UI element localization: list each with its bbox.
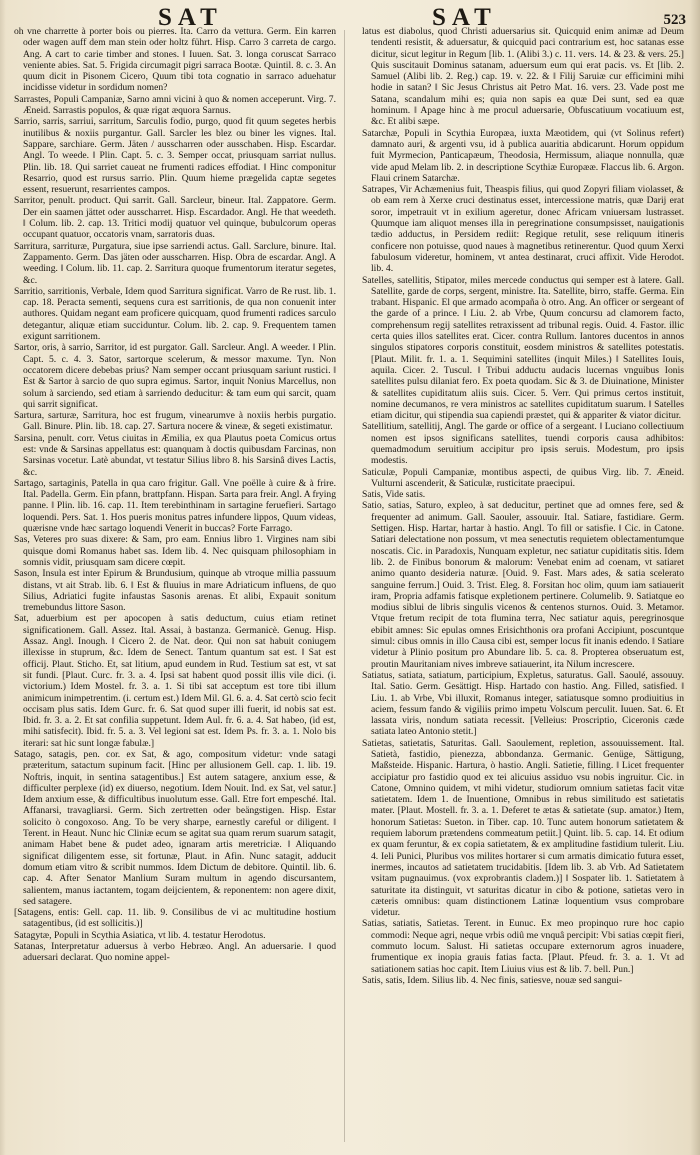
- left-column: [14, 26, 336, 1148]
- dictionary-entry: Satanas, Interpretatur aduersus à verbo Hebræo. Angl. An aduersarie. ‖ quod aduersari declarat. Quo nomine appel-: [14, 941, 336, 964]
- page-edge-shadow: [0, 0, 6, 1155]
- dictionary-entry: Satias, satiatis, Satietas. Terent. in Eunuc. Ex meo propinquo rure hoc capio commodi: Neque agri, neque vrbis odiû me vnquâ percipit: Vbi satias cœpit fieri, commuto locum. Salust. Hi satietas occupare externorum agros inuadere, frumentique ex inopia grauis fatias facta. [Plaut. Pfeud. fr. 3. a. 1. Vt ad satiationem satias hoc capit. Item Liuius vius est & lib. 7. bell. Pun.]: [362, 918, 684, 975]
- page-number: 523: [663, 12, 686, 28]
- dictionary-entry: Satis, Vide satis.: [362, 489, 426, 501]
- right-column: [362, 26, 684, 1148]
- dictionary-entry: Satiatus, satiata, satiatum, participium, Expletus, saturatus. Gall. Saoulé, assouuy. Ital. Satio. Germ. Gesättigt. Hisp. Hartado con hastio. Ang. Filled, satisfied. ‖ Liu. 1. ab Vrbe, Vbi illuxit, Romanus integer, satiatusque somno prodiuitius in aciem, fessum fando & vigiliis primo impetu Volscum perculit. Iuuen. Sat. 6. Et lassata viris, nondum satiata recessit. [Velleius: Proscriptio, Ciceronis cæde satiata lateo Antonio stetit.]: [362, 669, 684, 738]
- dictionary-entry: Sas, Veteres pro suas dixere: & Sam, pro eam. Ennius libro 1. Virgines nam sibi quisque domi Romanus habet sas. Idem lib. 4. Nec quisquam philosophiam in somnis vidit, priusquam sam dicere cœpit.: [14, 534, 336, 568]
- dictionary-entry: Satago, satagis, pen. cor. ex Sat, & ago, compositum videtur: vnde satagi præteritum, satactum supinum facit. [Hinc per allusionem Gell. cap. 1. lib. 19. Noftris, inquit, in sentina satagentibus.] Est autem satagere, anxium esse, & difficulter perplexe (id) ex diuerso, negotium. Idem Nouit. Ind. ex Sat, vel satur.] Idem anxium esse, & difficultibus inuolutum esse. Gall. Etre fort empesché. Ital. Affanarsi, travagliarsi. Germ. Sich zertretten oder beängstigen. Hisp. Estar solicito ò congoxoso. Ang. To be very sharpe, earnestly careful or diligent. ‖ Terent. in Heaut. Nunc hic Cliniæ ecum se agitat sua quam rerum suarum satagit, animam Habet bene & pudet adeo, ignaram artis meretriciæ. ‖ Aliquando significat diligentem esse, sit fortunæ, Plaut. in Afin. Nunc satagit, adducit domum etiam vitro & scribit nummos. Idem Dictum de debitore. Quintil. lib. 6. cap. 4. After Senator Manlium Suram multum in agendo discursantem, salientem, manus iactantem, togam deijcientem, & reponentem: non agere dixit, sed satagere.: [14, 749, 336, 907]
- dictionary-entry: Sarrio, sarris, sarriui, sarritum, Sarculis fodio, purgo, quod fit quum segetes herbis inutilibus & noxiis purgantur. Gall. Sarcler les blez ou biner les vignes. Ital. Sappare, sarchiare. Germ. Jäten / ausscharren oder ausschaben. Hisp. Escardar. Angl. To weede. ‖ Plin. Capt. 5. c. 3. Semper occat, priusquam sarriat nullus. Plin. lib. 18. Qui sarriet caueat ne frumenti radices effodiat. ‖ Hinc componitur Resarrio, quod est rursus sarrio. Plin. Quum hieme prægelida captæ segetes essent, resuerunt, resarrientes campos.: [14, 116, 336, 196]
- dictionary-entry: Sarritor, penult. product. Qui sarrit. Gall. Sarcleur, bineur. Ital. Zappatore. Germ. Der ein saamen jättet oder ausscharret. Hisp. Escardador. Angl. He that weedeth. ‖ Colum. lib. 2. cap. 13. Tritici modij quatuor vel quinque, bubulcorum operas occupant quatuor, occatoris vnam, sarratoris duas.: [14, 195, 336, 241]
- dictionary-entry: oh vne charrette à porter bois ou pierres. Ita. Carro da vettura. Germ. Ein karren oder wagen auff dem man stein oder holtz führt. Hisp. Carro 3 carreta de cargo. Ang. A cart to carie timber and stones. ‖ Iuuen. Sat. 3. longa coruscat Sarraco veniente abies. Sat. 5. Frigida circumagit pigri sarraca Bootæ. Quintil. 8. c. 3. An quum dicit in Pisonem Cicero, Quum tibi tota cognatio in sarraco aduehatur incidisse videtur in sordidum nomen?: [14, 26, 336, 94]
- dictionary-entry: Satis, satis, Idem. Silius lib. 4. Nec finis, satiesve, nouæ sed sangui-: [362, 974, 623, 986]
- dictionary-entry: Satagytæ, Populi in Scythia Asiatica, vt lib. 4. testatur Herodotus.: [14, 929, 266, 941]
- running-head-right: SAT: [432, 4, 497, 31]
- dictionary-entry: Sarsina, penult. corr. Vetus ciuitas in Æmilia, ex qua Plautus poeta Comicus ortus est: vnde & Sarsinas appellatus est: quanquam à doctis quibusdam Farcinas, non Sarsinas vocetur. Latè abundat, vt testatur Silius libro 8. his Sarsinâ dives Lactis, &c.: [14, 432, 336, 478]
- dictionary-entry: Satio, satias, Saturo, expleo, à sat deducitur, pertinet que ad omnes fere, sed & frequenter ad animum. Gall. Saouler, assouuir. Ital. Satiare, fastidiare. Germ. Settigen. Hisp. Hartar, hartar à hastio. Angl. To fill or satisfie. ‖ Cic. in Catone. Satiari delectatione non possum, vt mea senectutis requietem oblectamentumque noscatis. Cic. in Paradoxis, Nunquam expletur, nec satiatur cupiditatis sitis. Idem lib. 2. de Finibus bonorum & malorum: Venebat enim ad coenam, vt satiaret animo quanto desideria naturæ. [Ouid. 9. Fast. Mars ades, & satia scelerato sanguine ferrum.] Ouid. 3. Trist. Eleg. 8. Forsitan hoc olim, quum iam satiauerit iram, Propria adfamis fatisque expletionem pertinere. Columelib. 9. Satiatque eo modius siblui de libris singulis vicenos & centenos sturnos. Ouid. 3. Metamor. Vtque fretum recipit de tota flumina terra, Nec satiatur aquis, peregrinosque ebibit amnes: Sic epulas omnes Erisichthonis ora profani Accipiunt, poscuntque simul: cibus omnis in illo Causa cibi est, semper locus fit inanis edendo. ‖ Satiare videtur à Plinio positum pro Abundare lib. 5. ca. 8. Propterea obseruatum est, proutin Mauritaniam nives imbreve satiauerint, ita Nilum increscere.: [362, 500, 684, 670]
- dictionary-entry: [Satagens, entis: Gell. cap. 11. lib. 9. Consilibus de vi ac multitudine hostium satagentibus, (id est sollicitis.)]: [14, 907, 336, 930]
- dictionary-entry: Sartor, oris, à sarrio, Sarritor, id est purgator. Gall. Sarcleur. Angl. A weeder. ‖ Plin. Capt. 5. c. 4. 3. Sator, sartorque scelerum, & messor maxume. Tyn. Non occatorem dicere debebas prius? Nam semper occant priusquam sariunt rustici. ‖ Est & Sartor à sarcio de quo supra egimus. Sartor, inquit Nonius Marcellus, non solum à sarciendo, sed etiam à sarriendo deducitur: & tam eum qui sarcit, quam qui sarrit significat.: [14, 342, 336, 410]
- dictionary-entry: latus est diabolus, quod Christi aduersarius sit. Quicquid enim animæ ad Deum tendenti resistit, & aduersatur, & quicquid paci contrarium est, hoc satanas esse dicitur, sicut legitur in Regum [lib. 1. (Alibi 3.) c. 11. vers. 14. & 23. & vers. 25.] Quis suscitauit Dominus satanam, aduersum eum qui erat pacis. vs. Et [lib. 2. Samuel (Alibi lib. 2. Reg.) cap. 19. v. 22. & ‖ Filij Saruiæ cur efficimini mihi hodie in satan? ‖ Sic Jesus Christus ait Petro Mat. 16. vers. 23. Vade post me Satana, scandalum mihi es; quia non sapis ea quæ Dei sunt, sed ea quæ hominum. ‖ Apage hinc à me procul aduersarie, Obfuscatiuum vocatiuum est, &c. Et alibi sæpe.: [362, 26, 684, 128]
- dictionary-entry: Satelles, satellitis, Stipator, miles mercede conductus qui semper est à latere. Gall. Satellite, garde de corps, sergent, ministre. Ita. Satellite, birro, staffe. Germa. Ein trabant. Hispanic. El que armado acompaña ò otro. Ang. An officer or sergeant of the garde of a prince. ‖ Liu. 2. ab Vrbe, Quum concursu ad clamorem facto, comprehensum regij satellites retraxissent ad tribunal regis. Ouid. 4. Fastor. illic certa quies illos satellites erat. Cicer. contra Rullum. Iantores ducentos in annos singulos stipatores corporis constituit, eosdem ministros & satellites potestatis. [Plaut. Milit. fr. 1. a. 1. Sequimini satellites (inquit Miles.) ‖ Satellites Iouis, aquila. Cicer. 2. Tuscul. ‖ Tribui adductu audacis lucernas vnguibus Ionis satellites pulsu dilaniat fero. Ex poeta quodam. Sic & 3. de Diuinatione, Minister & satellites cupiditatum aliis suis. Cicer. 5. Verr. Qui primus certos instituit, nomine decumanos, re vera ministros ac satellites cupiditatum suarum. ‖ Satelles etiam dicitur, qui stipendia sua capiendi præstet, qui & appariter & viator dicitur.: [362, 274, 684, 422]
- dictionary-entry: Saticulæ, Populi Campaniæ, montibus aspecti, de quibus Virg. lib. 7. Æneid. Vulturni ascenderit, & Saticulæ, rusticitate praecipui.: [362, 466, 684, 489]
- dictionary-entry: Satietas, satietatis, Saturitas. Gall. Saoulement, repletion, assouuissement. Ital. Satietà, fastidio, pienezza, abbondanza. Germanic. Genüge, Sättigung, Maßsteide. Hispanic. Hartura, ò hastio. Angli. Satietie, filling. ‖ Licet frequenter accipiatur pro fastidio quod ex tei alicuius assiduo vsu nobis ingruitur. Cic. in Catone, Omnino quidem, vt mihi videtur, studiorum omnium satietas facit vitæ satietatem. Idem 1. de Inuentione, Omnibus in rebus similitudo est satietatis mater. [Plaut. Mostell. fr. 3. a. 1. Deferet te ætas & satietate (sup. amator.) Item, honorum Satietas: Sueton. in Tiber. cap. 10. Tunc autem honorum satietatem & requiem laborum prætendens commeatum petiit.] Quint. lib. 5. cap. 14. Et odium ex quam feruntur, & ex copia satietatem, & ex amplitudine fastidium tulerit. Liu. 4. Ieli Punici, Pluribus vos milites hortarer si cum armatis dimicatio futura esset, inermes, incautos ad satietatem trucidabitis. [Idem lib. 3. ab Vrb. Ad Satietatem vsitam pugnauimus. (vox exprobrantis cladem.)] ‖ Sospater lib. 1. Satietatem à saturitate ita distinguit, vt saturitas dicatur in cibo & potione, satietas vero in cæteris omnibus: quam distinctionem Latinæ loquentium vsus comprobare videtur.: [362, 737, 684, 919]
- dictionary-entry: Sat, aduerbium est per apocopen à satis deductum, cuius etiam retinet significationem. Gall. Assez. Ital. Assai, à bastanza. Germanicè. Genug. Hisp. Assaz. Angl. Inough. ‖ Cicero 2. de Nat. deor. Qui non sat habuit coniugem illexisse in stuprum, &c. Idem de Senect. Tantum quantum sat est. ‖ Sat est officij. Plaut. Sticho. Et, sat litium, apud eundem in Rud. Testium sat est, vt sat sit fundi. [Plaut. Curc. fr. 3. a. 4. Ipsi sat habent quod possit illis vile dici. (i. victorium.) Idem Mostel. fr. 3. a. 1. Si tibi sat acceptum est tore tibi illum animicum inimpetrentim. (i. certum est.) Idem Mil. Gl. 6. a. 4. Sat certò scio fecit occisam plus satis. Idem Gurc. fr. 6. Sat quod super illi fuerit, id nobis sat est. Ibid. fr. 3. a. 2. Et sat confilia suppetunt. Idem Aul. fr. 6. a. 4. Sat habeo, (id est, mihi satisfecit). Ibid. fr. 5. a. 3. Vel legioni sat est. Idem Ps. fr. 3. a. 1. Nolo bis iterari: sat hic sunt longæ fabulæ.]: [14, 613, 336, 749]
- running-head-left: SAT: [158, 4, 223, 31]
- dictionary-entry: Sarritio, sarritionis, Verbale, Idem quod Sarritura significat. Varro de Re rust. lib. 1. cap. 18. Peracta sementi, sequens cura est sarritionis, de qua non conuenit inter authores. Quidam negant eam proficere quicquam, quod frumenti radices sarculo detegantur, aliquæ etiam succiduntur. Colum. lib. 2. cap. 9. Frequentem tamen exigunt sarritionem.: [14, 285, 336, 343]
- page-fold-shadow: [690, 0, 700, 1155]
- dictionary-entry: Satrapes, Vir Achæmenius fuit, Theaspis filius, qui quod Zopyri filiam violasset, & ob eam rem à Xerxe cruci destinatus esset, intercessione matris, quæ Darij erat soror, impetrauit vt in exilium ageretur, donec Africam vniuersam lustrasset. Quumque iam aliquot menses illa in peregrinatione consumpsisset, nauigationis tædio adductus, in Persidem rediit: Regique retulit, sese reliquum itineris conficere non potuisse, quod naues à magnetibus retinerentur. Quod quum Xerxi fabulosum videretur, hominem, vt antea destinarat, cruci affixit. Vide Herodot. lib. 4.: [362, 184, 684, 275]
- dictionary-entry: Sartura, sarturæ, Sarritura, hoc est frugum, vinearumve à noxiis herbis purgatio. Gall. Binure. Plin. lib. 18. cap. 27. Sartura nocere & vineæ, & segeti existimatur.: [14, 410, 336, 433]
- dictionary-entry: Sarrastes, Populi Campaniæ, Sarno amni vicini à quo & nomen acceperunt. Virg. 7. Æneid. Sarrastis populos, & quæ rigat æquora Sarnus.: [14, 93, 336, 117]
- dictionary-entry: Sarritura, sarrituræ, Purgatura, siue ipse sarriendi actus. Gall. Sarclure, binure. Ital. Zappamento. Germ. Das jäten oder ausscharren. Hisp. Obra de escardar. Angl. A weeding. ‖ Colum. lib. 11. cap. 2. Sarritura quoque frumentorum iteratur segetes, &c.: [14, 240, 336, 286]
- dictionary-entry: Satellitium, satellitij, Angl. The garde or office of a sergeant. ‖ Luciano collectiuum nomen est ipsos significans satellites, tuendi corporis causa adhibitos: quemadmodum seruitium accipitur pro ipsis seruis. Modestum, pro ipsis modestis.: [362, 421, 684, 467]
- dictionary-entry: Sartago, sartaginis, Patella in qua caro frigitur. Gall. Vne poëlle à cuire & à frire. Ital. Padella. Germ. Ein pfann, brattpfann. Hispan. Sarta para freir. Angl. A frying panne. ‖ Plin. lib. 16. cap. 11. Item terebinthinam in sartagine feruefieri. Sartago loquendi. Pers. Sat. 1. Hos pueris monitus patres infundere lippos, Quum videas, quærisne vnde hæc sartago loquendi Venerit in buccas? Forte Farrago.: [14, 477, 336, 535]
- column-divider: [344, 30, 345, 1142]
- dictionary-entry: Satarchæ, Populi in Scythia Europæa, iuxta Mæotidem, qui (vt Solinus refert) damnato auri, & argenti vsu, id à publica auaritia abdicarunt. Horum oppidum fuit Myrmecion, Panticapæum, Theodosia, Hermissum, aliaque nonnulla, quæ vide apud Melam lib. 2. in descriptione Scythiæ Europææ. Flaccus lib. 6. Argon. Flaui crinem Satarchæ.: [362, 127, 684, 184]
- dictionary-entry: Sason, Insula est inter Epirum & Brundusium, quinque ab vtroque millia passuum distans, vt ait Strab. lib. 6. ‖ Est & fluuius in mare Adriaticum influens, de quo Silius, Adriatici fugite infaustas Sasonis arenas. Et alibi, Expauit sonitum tremebundus littore Sason.: [14, 568, 336, 614]
